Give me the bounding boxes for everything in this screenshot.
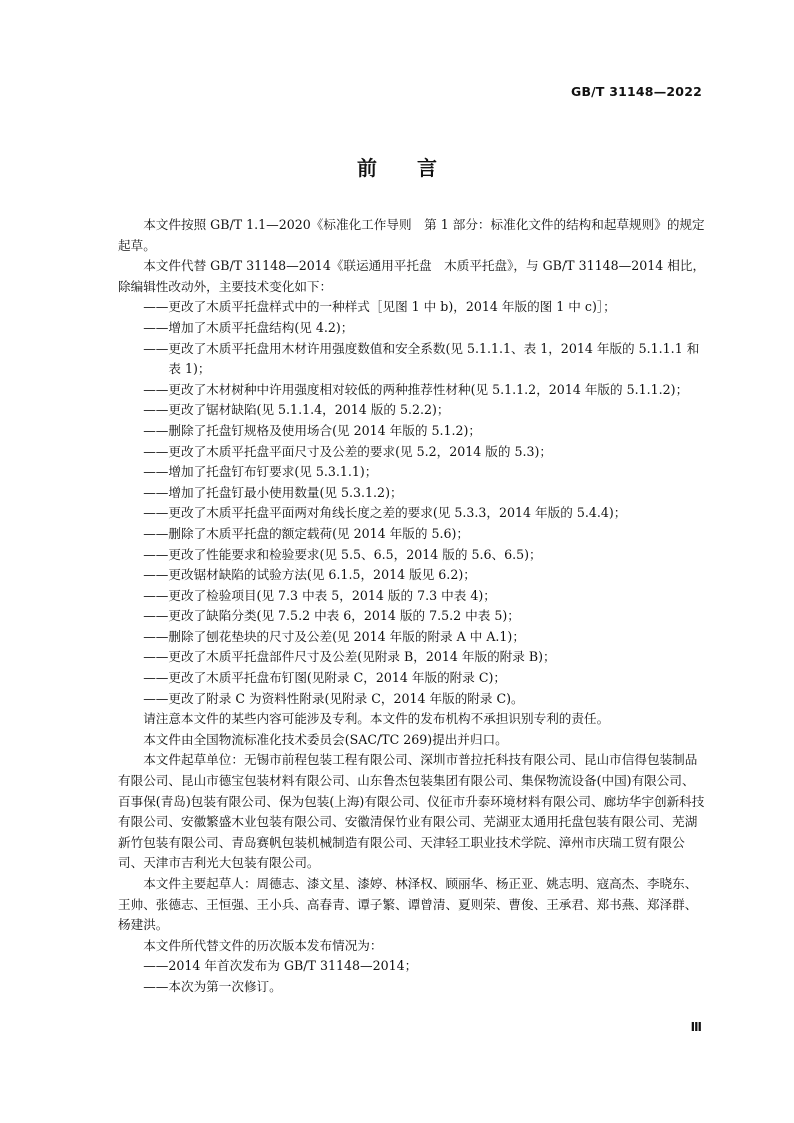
standard-number: GB/T 31148—2022 (570, 84, 702, 99)
list-item: ——更改了检验项目(见 7.3 中表 5，2014 版的 7.3 中表 4)； (143, 587, 496, 603)
list-item: ——更改了性能要求和检验要求(见 5.5、6.5，2014 版的 5.6、6.5)； (143, 546, 542, 562)
list-item: ——更改了木质平托盘平面尺寸及公差的要求(见 5.2，2014 版的 5.3)； (143, 443, 552, 459)
list-item: ——更改了木材树种中许用强度相对较低的两种推荐性材种(见 5.1.1.2，2014 年版的 5.1.1.2)； (143, 381, 689, 397)
list-item: ——更改了木质平托盘平面两对角线长度之差的要求(见 5.3.3，2014 年版的 5.4.4)； (143, 505, 627, 521)
list-item: ——更改了木质平托盘布钉图(见附录 C，2014 年版的附录 C)； (143, 670, 507, 686)
title-char-1: 前 (357, 156, 377, 180)
title-char-2: 言 (417, 156, 437, 180)
list-item: ——增加了托盘钉最小使用数量(见 5.3.1.2)； (143, 484, 403, 500)
list-item: ——更改锯材缺陷的试验方法(见 6.1.5，2014 版见 6.2)； (143, 567, 476, 583)
history-item: ——本次为第一次修订。 (143, 978, 282, 994)
list-item: ——更改了木质平托盘样式中的一种样式［见图 1 中 b)，2014 年版的图 1 中 c)］； (143, 299, 616, 315)
history-intro: 本文件所代替文件的历次版本发布情况为： (143, 937, 383, 953)
drafting-units: 本文件起草单位：无锡市前程包装工程有限公司、深圳市普拉托科技有限公司、昆山市信得包装制品有限公司、昆山市德宝包装材料有限公司、山东鲁杰包装集团有限公司、集保物流设备(中国)有限公司、百事保(青岛)包装有限公司、保为包装(上海)有限公司、仪征市升泰环境材料有限公司、廊坊华宇创新科技有限公司、安徽繁盛木业包装有限公司、安徽清保竹业有限公司、芜湖亚太通用托盘包装有限公司、芜湖新竹包装有限公司、青岛赛帆包装机械制造有限公司、天津轻工职业技术学院、漳州市庆瑞工贸有限公司、天津市吉利光大包装有限公司。 (118, 752, 705, 871)
list-item: ——更改了木质平托盘部件尺寸及公差(见附录 B，2014 年版的附录 B)； (143, 649, 556, 665)
list-item: ——更改了附录 C 为资料性附录(见附录 C，2014 年版的附录 C)。 (143, 690, 524, 706)
paragraph-replacement: 本文件代替 GB/T 31148—2014《联运通用平托盘 木质平托盘》，与 GB/T 31148—2014 相比，除编辑性改动外，主要技术变化如下： (118, 258, 706, 294)
list-item: ——删除了托盘钉规格及使用场合(见 2014 年版的 5.1.2)； (143, 422, 481, 438)
page-title (0, 152, 794, 181)
patent-notice: 请注意本文件的某些内容可能涉及专利。本文件的发布机构不承担识别专利的责任。 (143, 711, 610, 727)
foreword-body (118, 215, 706, 998)
list-item: ——增加了木质平托盘结构(见 4.2)； (143, 319, 354, 335)
list-item: ——更改了木质平托盘用木材许用强度数值和安全系数(见 5.1.1.1、表 1，2014 年版的 5.1.1.1 和表 1)； (143, 340, 700, 377)
paragraph-drafting-rules: 本文件按照 GB/T 1.1—2020《标准化工作导则 第 1 部分：标准化文件的结构和起草规则》的规定起草。 (118, 217, 705, 253)
page-number: Ⅲ (690, 1020, 702, 1034)
list-item: ——更改了缺陷分类(见 7.5.2 中表 6，2014 版的 7.5.2 中表 5)； (143, 608, 520, 624)
list-item: ——更改了锯材缺陷(见 5.1.1.4，2014 版的 5.2.2)； (143, 402, 450, 418)
list-item: ——删除了刨花垫块的尺寸及公差(见 2014 年版的附录 A 中 A.1)； (143, 628, 525, 644)
list-item: ——删除了木质平托盘的额定载荷(见 2014 年版的 5.6)； (143, 525, 469, 541)
changes-list (118, 297, 706, 709)
history-item: ——2014 年首次发布为 GB/T 31148—2014； (143, 958, 418, 974)
proposer-statement: 本文件由全国物流标准化技术委员会(SAC/TC 269)提出并归口。 (143, 731, 508, 747)
drafters: 本文件主要起草人：周德志、漆文星、漆婷、林泽权、顾丽华、杨正亚、姚志明、寇高杰、李晓东、王帅、张德志、王恒强、王小兵、高春青、谭子繁、谭曾清、夏则荣、曹俊、王承君、郑书燕、郑泽群、杨建洪。 (118, 876, 698, 933)
list-item: ——增加了托盘钉布钉要求(见 5.3.1.1)； (143, 464, 378, 480)
